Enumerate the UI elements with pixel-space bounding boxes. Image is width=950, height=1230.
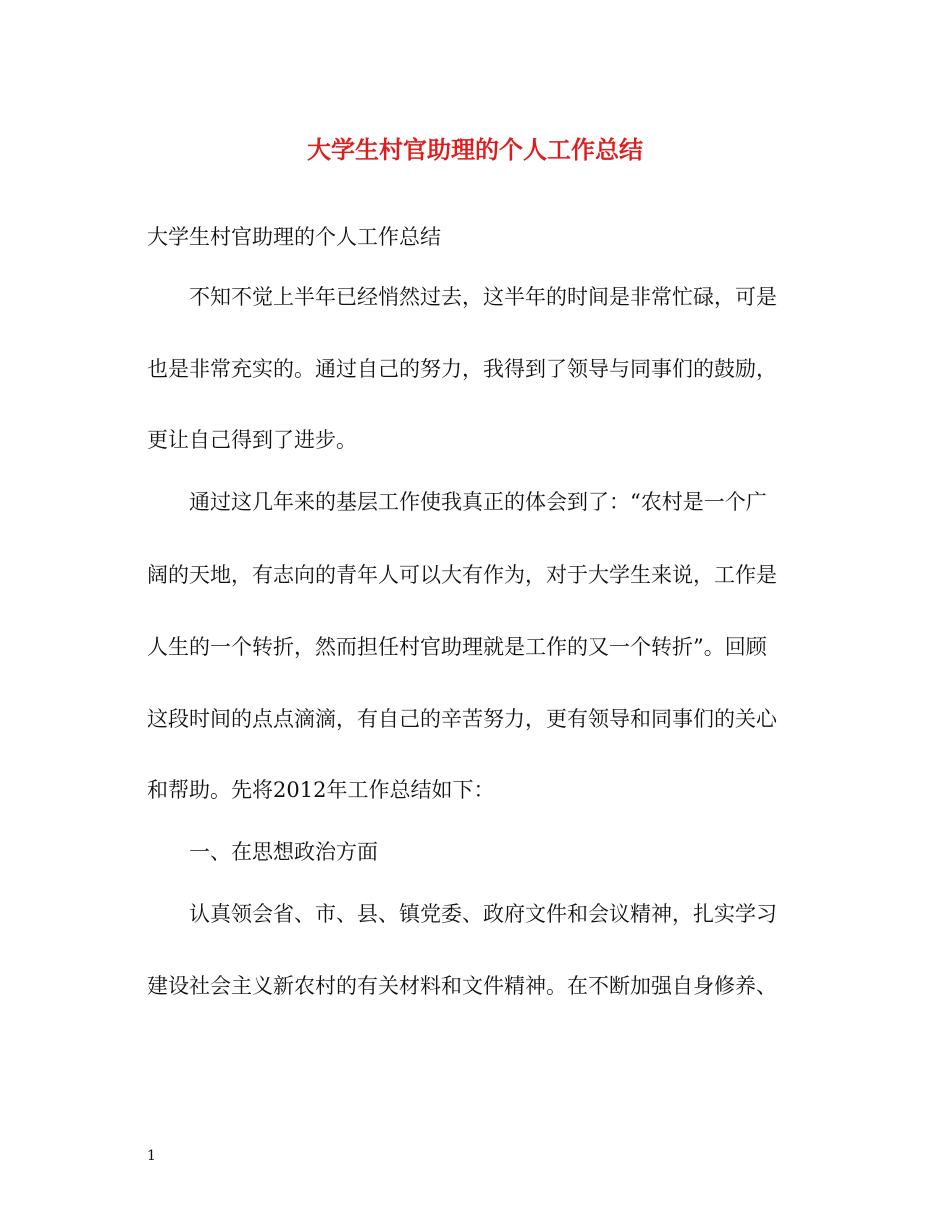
paragraph-line: 建设社会主义新农村的有关材料和文件精神。在不断加强自身修养、 <box>147 974 777 998</box>
paragraph-line: 人生的一个转折，然而担任村官助理就是工作的又一个转折”。回顾 <box>147 635 767 659</box>
subtitle-line: 大学生村官助理的个人工作总结 <box>147 225 441 249</box>
paragraph-line: 阔的天地，有志向的青年人可以大有作为，对于大学生来说，工作是 <box>147 563 777 587</box>
paragraph-line: 也是非常充实的。通过自己的努力，我得到了领导与同事们的鼓励， <box>147 357 777 381</box>
paragraph-line: 认真领会省、市、县、镇党委、政府文件和会议精神，扎实学习 <box>189 902 777 926</box>
section-heading: 一、在思想政治方面 <box>189 840 378 864</box>
paragraph-line: 和帮助。先将2012年工作总结如下： <box>147 778 495 802</box>
document-title: 大学生村官助理的个人工作总结 <box>307 135 643 164</box>
paragraph-line: 通过这几年来的基层工作使我真正的体会到了：“农村是一个广 <box>189 490 767 514</box>
paragraph-line: 这段时间的点点滴滴，有自己的辛苦努力，更有领导和同事们的关心 <box>147 707 777 731</box>
page-number: 1 <box>147 1148 156 1164</box>
paragraph-line: 不知不觉上半年已经悄然过去，这半年的时间是非常忙碌，可是 <box>189 285 777 309</box>
paragraph-line: 更让自己得到了进步。 <box>147 428 357 452</box>
